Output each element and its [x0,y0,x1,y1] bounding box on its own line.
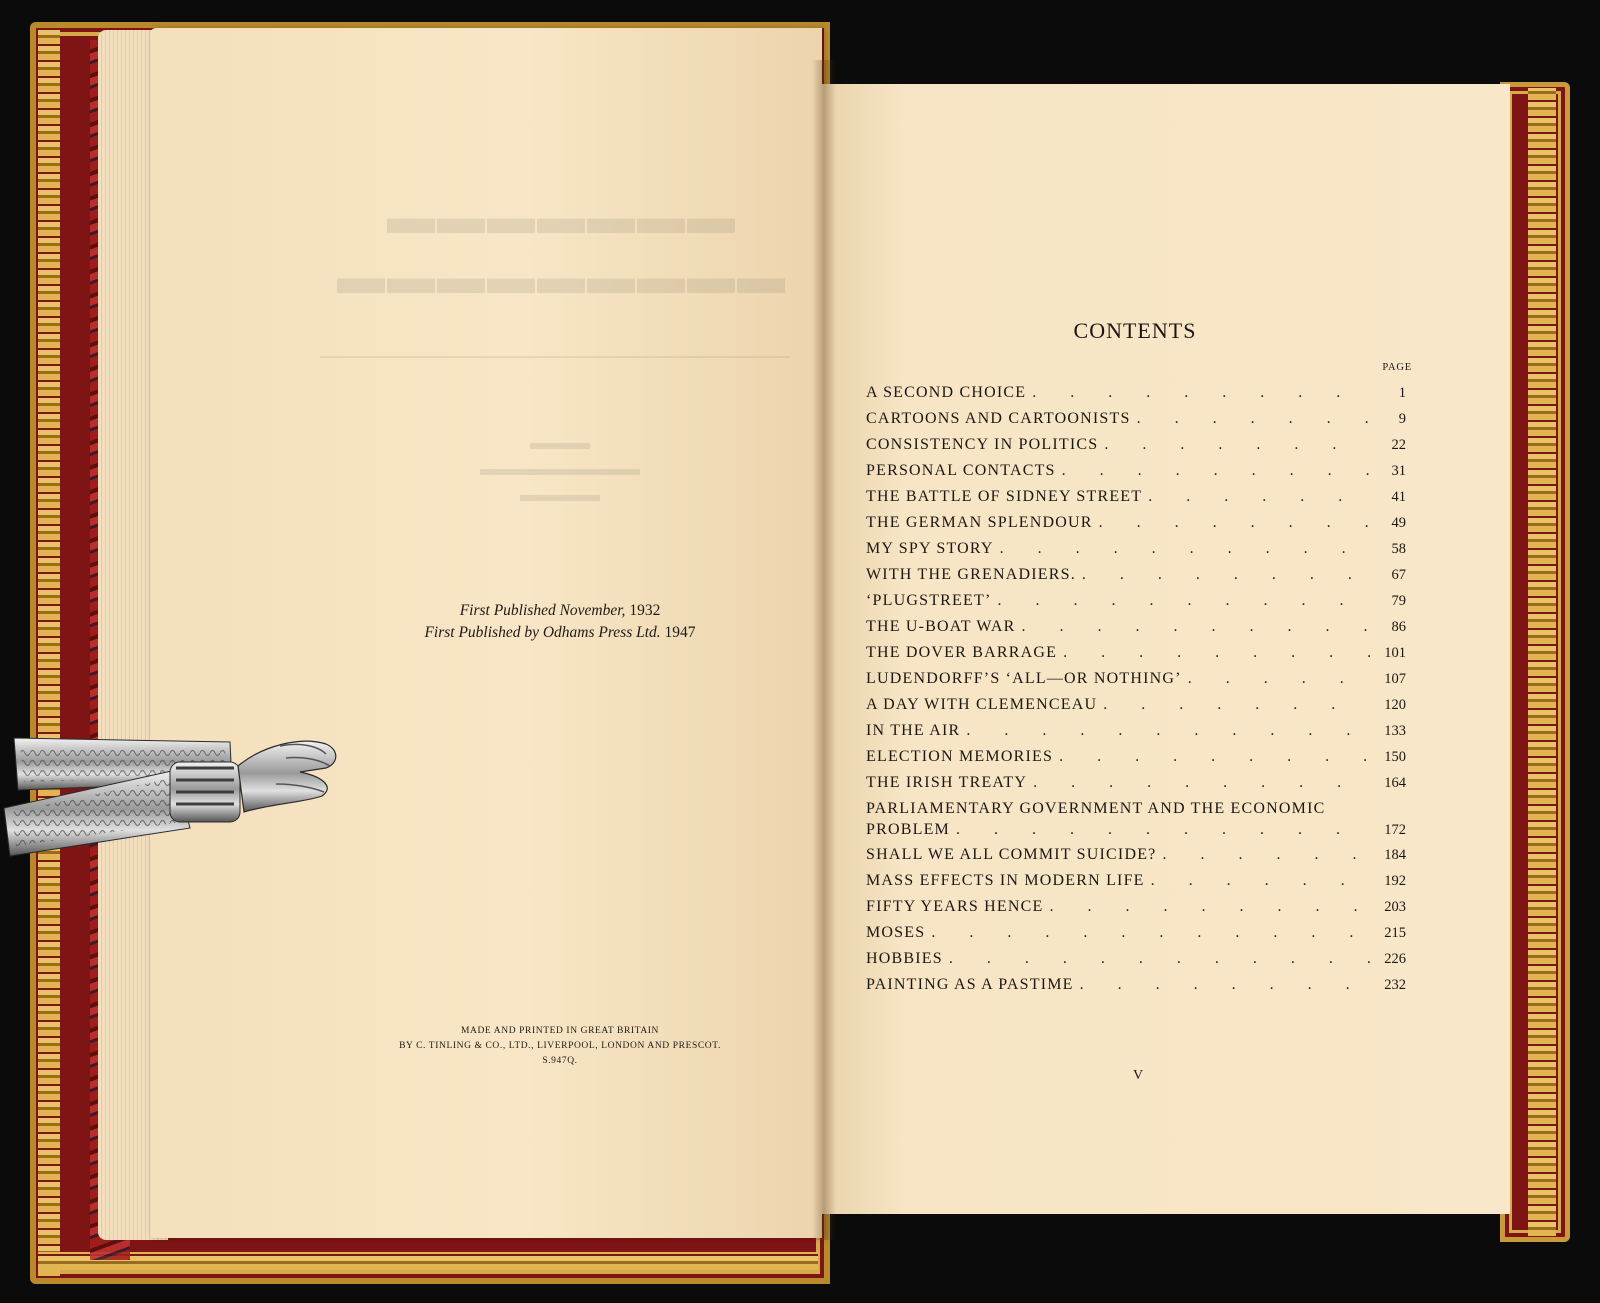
leader-dots [931,924,1370,942]
leader-dots [949,950,1370,968]
leader-dots [1104,436,1370,454]
leader-dots [1099,514,1370,532]
printer-line-2: BY C. TINLING & CO., LTD., LIVERPOOL, LONDON AND PRESCOT. [399,1041,721,1051]
leader-dots [1032,384,1370,402]
toc-entry-page: 9 [1398,411,1406,427]
leader-dots [1080,976,1370,994]
toc-entry-page: 172 [1384,822,1406,838]
toc-entry-title: MASS EFFECTS IN MODERN LIFE [866,872,1145,889]
leader-dots [1049,898,1370,916]
toc-entry [866,722,1406,748]
leader-dots [1063,644,1370,662]
toc-entry-page: 67 [1391,567,1406,583]
toc-entry-title: THE BATTLE OF SIDNEY STREET [866,488,1143,505]
leader-dots [1188,670,1370,688]
toc-entry-title: ‘PLUGSTREET’ [866,592,992,609]
toc-entry-title: PERSONAL CONTACTS [866,462,1056,479]
leader-dots [1022,618,1370,636]
gilt-border-right [1528,88,1556,1236]
publication-imprint [380,600,740,644]
toc-entry-title: WITH THE GRENADIERS. [866,566,1076,583]
toc-entry [866,846,1406,872]
toc-entry [866,436,1406,462]
leader-dots [1151,872,1370,890]
toc-entry-title: MOSES [866,924,926,941]
leader-dots [966,722,1370,740]
toc-entry [866,462,1406,488]
toc-entry [866,670,1406,696]
toc-entry-page: 49 [1391,515,1406,531]
toc-entry-page: 203 [1384,899,1406,915]
toc-entry-page: 192 [1384,873,1406,889]
toc-entry-title: HOBBIES [866,950,943,967]
toc-entry-title: THE U-BOAT WAR [866,618,1016,635]
toc-entry [866,950,1406,976]
toc-entry [866,696,1406,722]
imprint-line-1-text: First Published November, [459,602,626,619]
toc-entry-page: 22 [1391,437,1406,453]
toc-entry-page: 133 [1384,723,1406,739]
leader-dots [1103,696,1370,714]
toc-entry [866,644,1406,670]
toc-entry [866,898,1406,924]
toc-entry-title: CONSISTENCY IN POLITICS [866,436,1099,453]
toc-entry-page: 107 [1384,671,1406,687]
imprint-line-2-year: 1947 [664,624,696,641]
toc-entry-title: THE DOVER BARRAGE [866,644,1058,661]
printer-colophon [350,1024,770,1069]
show-through-author: ▬▬▬ ▬▬▬▬▬▬▬▬ ▬▬▬▬ [480,432,640,506]
toc-entry [866,488,1406,514]
toc-entry-title: MY SPY STORY [866,540,994,557]
leader-dots [1062,462,1370,480]
toc-entry [866,514,1406,540]
leader-dots [1162,846,1370,864]
toc-entry-page: 120 [1384,697,1406,713]
toc-entry [866,618,1406,644]
leader-dots [998,592,1370,610]
toc-entry-page: 226 [1384,951,1406,967]
leader-dots [956,821,1370,839]
table-of-contents [866,384,1406,1002]
toc-entry [866,748,1406,774]
toc-entry-page: 41 [1391,489,1406,505]
toc-entry-title: SHALL WE ALL COMMIT SUICIDE? [866,846,1157,863]
toc-entry-title: FIFTY YEARS HENCE [866,898,1044,915]
toc-entry-title: CARTOONS AND CARTOONISTS [866,410,1131,427]
printer-line-1: MADE AND PRINTED IN GREAT BRITAIN [460,1026,660,1036]
toc-entry [866,872,1406,898]
toc-entry-page: 101 [1384,645,1406,661]
leader-dots [1033,774,1370,792]
book-gutter [812,60,836,1240]
leader-dots [1059,748,1370,766]
toc-entry-page: 86 [1391,619,1406,635]
toc-entry [866,774,1406,800]
toc-entry [866,540,1406,566]
imprint-line-2 [380,622,740,644]
silver-hand-bookmark-icon [0,728,350,863]
imprint-line-1-year: 1932 [629,602,661,619]
leader-dots [1148,488,1370,506]
toc-entry-page: 150 [1384,749,1406,765]
imprint-line-1 [380,600,740,622]
toc-entry-title: ELECTION MEMORIES [866,748,1054,765]
toc-entry-title: A DAY WITH CLEMENCEAU [866,696,1098,713]
toc-entry-page: 215 [1384,925,1406,941]
imprint-line-2-text: First Published by Odhams Press Ltd. [424,624,661,641]
toc-entry-title-line-2: PROBLEM [866,821,950,838]
page-column-label: PAGE [1382,362,1412,373]
toc-entry [866,384,1406,410]
toc-entry-page: 1 [1398,385,1406,401]
leader-dots [1137,410,1370,428]
leader-dots [1082,566,1370,584]
toc-entry-title: A SECOND CHOICE [866,384,1027,401]
contents-heading: CONTENTS [1073,318,1197,343]
toc-entry [866,924,1406,950]
toc-entry [866,592,1406,618]
toc-entry [866,800,1406,846]
page-folio: V [1132,1068,1144,1083]
toc-entry-page: 31 [1391,463,1406,479]
gilt-border-left [38,30,60,1276]
toc-entry [866,976,1406,1002]
toc-entry-title: PAINTING AS A PASTIME [866,976,1074,993]
gilt-border-bottom [38,1252,818,1270]
toc-entry-page: 164 [1384,775,1406,791]
toc-entry [866,566,1406,592]
toc-entry-title: THE GERMAN SPLENDOUR [866,514,1093,531]
toc-entry-page: 58 [1391,541,1406,557]
toc-entry-title: IN THE AIR [866,722,961,739]
toc-entry-page: 232 [1384,977,1406,993]
toc-entry-title: LUDENDORFF’S ‘ALL—OR NOTHING’ [866,670,1182,687]
toc-entry-title-line-1: PARLIAMENTARY GOVERNMENT AND THE ECONOMIC [866,800,1326,817]
leader-dots [1000,540,1370,558]
show-through-title: ▬▬▬▬▬▬▬ ▬▬▬▬▬▬▬▬▬ [335,191,785,304]
toc-entry-page: 79 [1391,593,1406,609]
printer-line-3: S.947Q. [542,1056,578,1066]
toc-entry [866,410,1406,436]
toc-entry-title: THE IRISH TREATY [866,774,1028,791]
show-through-rule [320,356,790,358]
toc-entry-page: 184 [1384,847,1406,863]
